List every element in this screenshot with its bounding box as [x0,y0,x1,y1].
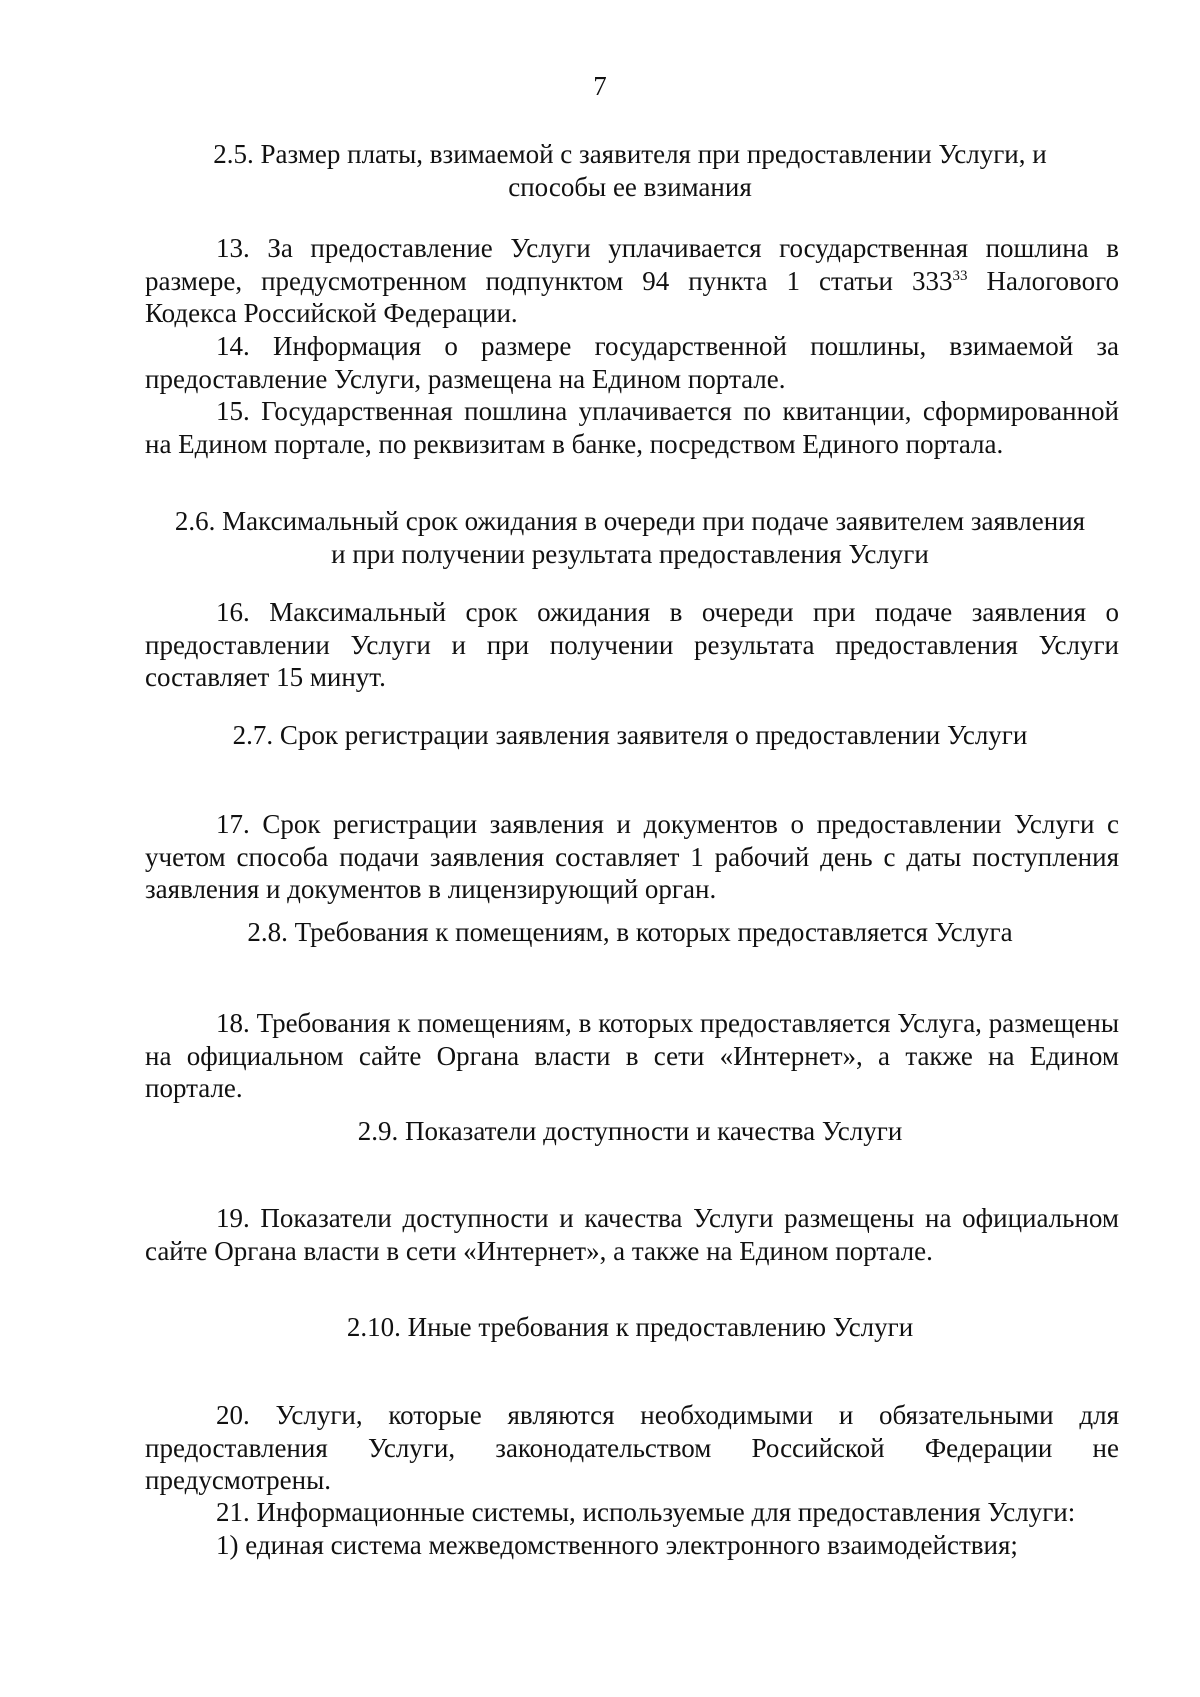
paragraph-14: 14. Информация о размере государственной пошлины, взимаемой за предоставление Услуги, размещена на Едином портале. [145,331,1119,394]
paragraph-15: 15. Государственная пошлина уплачивается по квитанции, сформированной на Едином портале, по реквизитам в банке, посредством Единого портала. [145,396,1119,459]
page-number: 7 [593,71,607,101]
section-heading-2-5 [140,138,1120,203]
section-heading-2-6-line2: и при получении результата предоставления Услуги [331,538,929,569]
list-item-1: 1) единая система межведомственного электронного взаимодействия; [216,1530,1018,1560]
paragraph-20: 20. Услуги, которые являются необходимыми и обязательными для предоставления Услуги, законодательством Российской Федерации не предусмотрены. [145,1400,1119,1496]
section-heading-2-5-line2: способы ее взимания [508,171,752,202]
paragraph-13-superscript: 33 [952,267,968,284]
section-heading-2-10: 2.10. Иные требования к предоставлению Услуги [346,1312,914,1342]
section-heading-2-5-line1: 2.5. Размер платы, взимаемой с заявителя при предоставлении Услуги, и [213,139,1047,169]
paragraph-13-text-end: Налогового Кодекса Российской Федерации. [145,265,1120,329]
paragraph-13 [145,232,1119,330]
section-heading-2-9: 2.9. Показатели доступности и качества Услуги [357,1116,903,1146]
section-heading-2-8: 2.8. Требования к помещениям, в которых предоставляется Услуга [247,917,1013,947]
paragraph-13-text: 13. За предоставление Услуги уплачивается государственная пошлина в размере, предусмотренном подпунктом 94 пункта 1 статьи 333 [145,233,1119,296]
paragraph-16: 16. Максимальный срок ожидания в очереди при подаче заявления о предоставлении Услуги и при получении результата предоставления Услуги составляет 15 минут. [145,597,1119,693]
section-heading-2-7: 2.7. Срок регистрации заявления заявителя о предоставлении Услуги [232,720,1028,750]
paragraph-21: 21. Информационные системы, используемые для предоставления Услуги: [216,1497,1076,1527]
paragraph-17: 17. Срок регистрации заявления и документов о предоставлении Услуги с учетом способа подачи заявления составляет 1 рабочий день с даты поступления заявления и документов в лицензирующий орган. [145,809,1119,905]
paragraph-19: 19. Показатели доступности и качества Услуги размещены на официальном сайте Органа власти в сети «Интернет», а также на Едином портале. [145,1203,1119,1266]
section-heading-2-6 [140,505,1120,570]
paragraph-18: 18. Требования к помещениям, в которых предоставляется Услуга, размещены на официальном сайте Органа власти в сети «Интернет», а также на Едином портале. [145,1008,1119,1104]
section-heading-2-6-line1: 2.6. Максимальный срок ожидания в очереди при подаче заявителем заявления [174,506,1086,536]
